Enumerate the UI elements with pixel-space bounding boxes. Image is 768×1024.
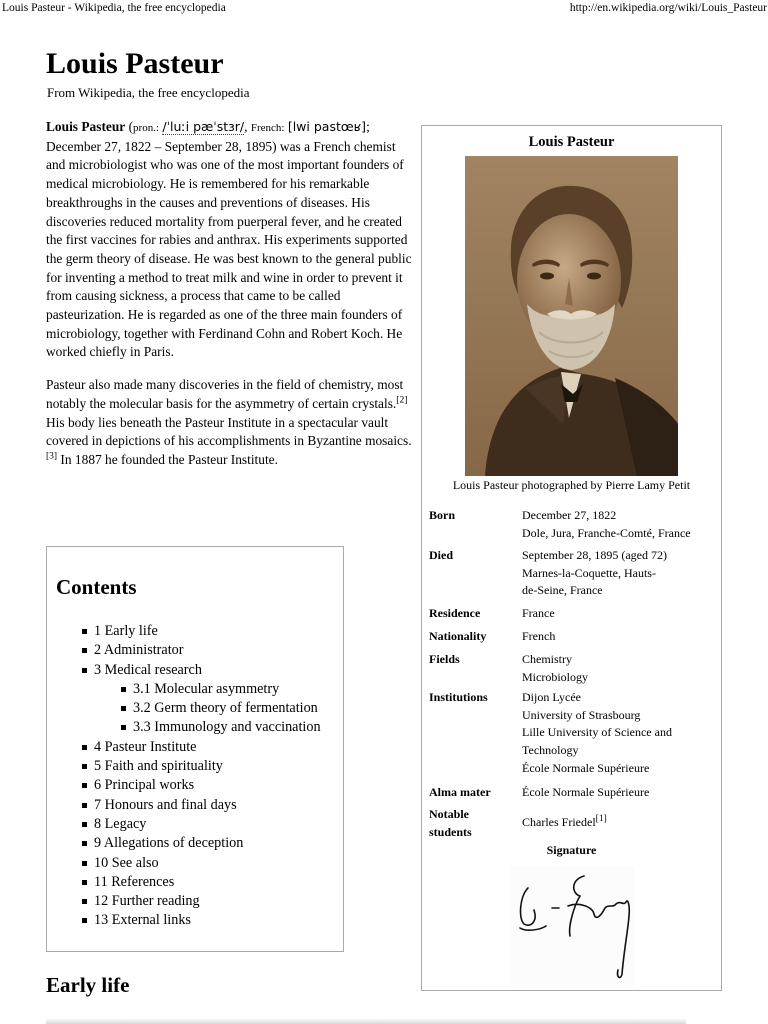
- infobox-label-line: Nationality: [429, 629, 487, 643]
- toc-item[interactable]: 10 See also: [47, 854, 343, 873]
- toc-item[interactable]: 3.1 Molecular asymmetry: [47, 680, 343, 699]
- toc-item[interactable]: 12 Further reading: [47, 892, 343, 911]
- infobox-label: [429, 784, 521, 802]
- infobox-label: [429, 651, 521, 669]
- toc-title: Contents: [56, 575, 137, 599]
- para2-text-b: His body lies beneath the Pasteur Institute in a spectacular vault covered in depictions of his accomplishments in Byzantine mosaics.: [46, 414, 412, 449]
- print-header: [0, 0, 768, 16]
- ipa-french: [lwi pastœʁ]: [287, 119, 367, 134]
- infobox-value: [522, 628, 722, 646]
- browser-page-title: Louis Pasteur - Wikipedia, the free encyclopedia: [2, 2, 226, 14]
- infobox-label: [429, 605, 521, 623]
- infobox-label-line: Born: [429, 508, 456, 522]
- infobox-value: [522, 651, 722, 686]
- intro-paragraph-2: [46, 376, 414, 470]
- infobox-value: [522, 814, 722, 832]
- toc-list: [47, 622, 343, 931]
- infobox-label-line: Died: [429, 548, 453, 562]
- page-url[interactable]: http://en.wikipedia.org/wiki/Louis_Pasteur: [569, 2, 767, 14]
- toc-item[interactable]: 8 Legacy: [47, 815, 343, 834]
- toc-item[interactable]: 5 Faith and spirituality: [47, 757, 343, 776]
- infobox-value-line[interactable]: France: [522, 606, 555, 620]
- infobox-value: [522, 605, 722, 623]
- toc-item[interactable]: 9 Allegations of deception: [47, 834, 343, 853]
- signature-label: Signature: [546, 843, 597, 857]
- intro-paragraph-1: Louis Pasteur (pron.: /ˈluːi pæˈstɜr/, French: [lwi pastœʁ]; December 27, 1822 – September 28, 1895) was a French chemist and microbiologist who was one of the most important founders of medical microbiology. He is remembered for his remarkable breakthroughs in the causes and preventions of diseases. His discoveries reduced mortality from puerperal fever, and he created the first vaccines for rabies and anthrax. His experiments supported the germ theory of disease. He was best known to the general public for inventing a method to treat milk and wine in order to prevent it from causing sickness, a process that came to be called pasteurization. He is regarded as one of the three main founders of microbiology, together with Ferdinand Cohn and Robert Koch. He worked chiefly in Paris.: [46, 119, 412, 360]
- para2-text-a: Pasteur also made many discoveries in the field of chemistry, most notably the molecular basis for the asymmetry of certain crystals.: [46, 377, 404, 411]
- infobox-label-line: Alma mater: [429, 785, 491, 799]
- page-title: Louis Pasteur: [46, 47, 224, 80]
- toc-item[interactable]: 2 Administrator: [47, 641, 343, 660]
- infobox-value: [522, 507, 722, 542]
- infobox-value-line[interactable]: December 27, 1822: [522, 508, 617, 522]
- section-heading-early-life: Early life: [46, 973, 130, 997]
- infobox-label: [429, 628, 521, 646]
- infobox-label-line: Notable: [429, 807, 469, 821]
- intro-body: December 27, 1822 – September 28, 1895) was a French chemist and microbiologist who was one of the most important founders of medical microbiology. He is remembered for his remarkable breakthroughs in the causes and preventions of diseases. His discoveries reduced mortality from puerperal fever, and he created the first vaccines for rabies and anthrax. His experiments supported the germ theory of disease. He was best known to the general public for inventing a method to treat milk and wine in order to prevent it from causing sickness, a process that came to be called pasteurization. He is regarded as one of the three main founders of microbiology, together with Ferdinand Cohn and Robert Koch. He worked chiefly in Paris.: [46, 138, 412, 360]
- table-of-contents: [46, 546, 344, 952]
- ipa-english[interactable]: /ˈluːi pæˈstɜr/: [162, 119, 245, 134]
- infobox-label-line: Residence: [429, 606, 481, 620]
- infobox-value-line[interactable]: Marnes-la-Coquette, Hauts-: [522, 565, 656, 580]
- subject-name: Louis Pasteur: [46, 119, 126, 134]
- infobox-value-line[interactable]: Dijon Lycée: [522, 690, 581, 704]
- infobox-value-line-with-ref: [522, 814, 722, 832]
- signature-image[interactable]: [510, 866, 635, 986]
- french-label: French:: [250, 122, 285, 134]
- infobox-value-line[interactable]: de-Seine, France: [522, 583, 603, 598]
- infobox-value-line[interactable]: Microbiology: [522, 669, 588, 684]
- toc-item[interactable]: 6 Principal works: [47, 776, 343, 795]
- infobox-value-line[interactable]: Lille University of Science and: [522, 725, 672, 740]
- infobox-label-line: Institutions: [429, 690, 488, 704]
- infobox-value-line[interactable]: September 28, 1895 (aged 72): [522, 548, 667, 562]
- infobox-value-line[interactable]: École Normale Supérieure: [522, 760, 650, 775]
- infobox-value-line[interactable]: Technology: [522, 743, 579, 758]
- toc-item[interactable]: 11 References: [47, 873, 343, 892]
- intro-text: [46, 118, 414, 484]
- infobox-value-line[interactable]: Charles Friedel: [522, 815, 596, 829]
- toc-item[interactable]: 7 Honours and final days: [47, 796, 343, 815]
- infobox-label: [429, 507, 521, 525]
- infobox-value-line[interactable]: Dole, Jura, Franche-Comté, France: [522, 525, 691, 540]
- page-subtitle: From Wikipedia, the free encyclopedia: [47, 85, 250, 100]
- toc-item[interactable]: 3 Medical research: [47, 661, 343, 680]
- infobox-title: Louis Pasteur: [528, 134, 615, 150]
- infobox-value: [522, 547, 722, 600]
- next-line-fade: [46, 1018, 686, 1024]
- portrait-photo[interactable]: [465, 156, 678, 476]
- toc-item[interactable]: 3.2 Germ theory of fermentation: [47, 699, 343, 718]
- infobox-value-line[interactable]: University of Strasbourg: [522, 707, 641, 722]
- toc-item[interactable]: 3.3 Immunology and vaccination: [47, 718, 343, 737]
- infobox-label-line: Fields: [429, 652, 460, 666]
- infobox-label: [429, 806, 521, 841]
- citation-1[interactable]: [1]: [595, 814, 607, 824]
- photo-caption: Louis Pasteur photographed by Pierre Lamy Petit: [452, 478, 691, 492]
- para2-text-c: In 1887 he founded the Pasteur Institute.: [57, 451, 278, 467]
- infobox-value-line[interactable]: École Normale Supérieure: [522, 785, 650, 799]
- infobox-value: [522, 689, 722, 778]
- infobox: [421, 125, 722, 991]
- toc-item[interactable]: 13 External links: [47, 911, 343, 930]
- infobox-label-line: students: [429, 824, 472, 839]
- infobox-label: [429, 547, 521, 565]
- infobox-value: [522, 784, 722, 802]
- citation-3[interactable]: [3]: [46, 451, 58, 462]
- infobox-label: [429, 689, 521, 707]
- toc-item[interactable]: 1 Early life: [47, 622, 343, 641]
- infobox-value-line[interactable]: French: [522, 629, 556, 643]
- toc-item[interactable]: 4 Pasteur Institute: [47, 738, 343, 757]
- citation-2[interactable]: [2]: [396, 395, 408, 406]
- infobox-value-line[interactable]: Chemistry: [522, 652, 572, 666]
- pronunciation-label[interactable]: pron.:: [133, 122, 160, 134]
